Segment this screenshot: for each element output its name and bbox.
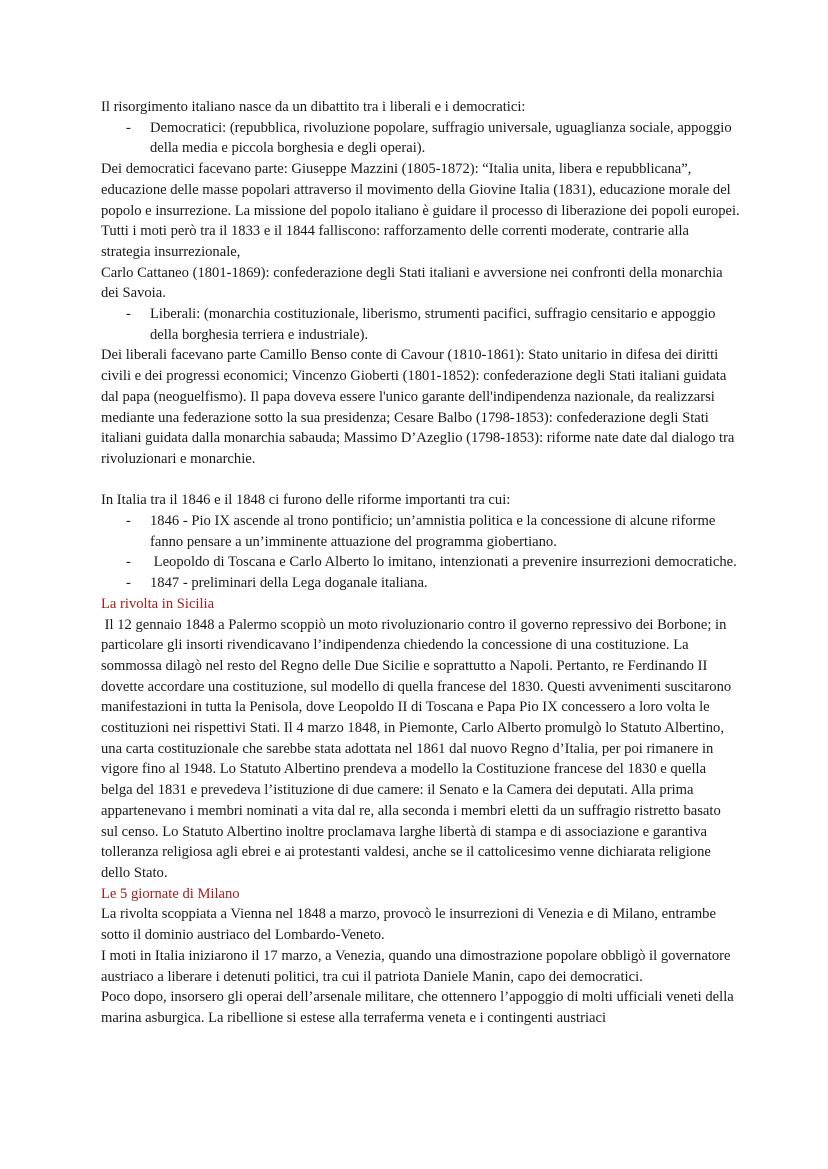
liberali-paragraph: Dei liberali facevano parte Camillo Benso conte di Cavour (1810-1861): Stato unitario in difesa dei diritti civili e dei progressi economici; Vincenzo Gioberti (1801-1852): confederazione degli Stati italiani guidata dal papa (neoguelfismo). Il papa doveva essere l'unico garante dell'indipendenza nazionale, da realizzarsi mediante una federazione sotto la sua presidenza; Cesare Balbo (1798-1853): confederazione degli Stati italiani guidata dalla monarchia sabauda; Massimo D’Azeglio (1798-1853): riforme nate date dal dialogo tra rivoluzionari e monarchie. xyxy=(101,347,735,467)
milano-paragraph-1: La rivolta scoppiata a Vienna nel 1848 a marzo, provocò le insurrezioni di Venezia e di Milano, entrambe sotto il dominio austriaco del Lombardo-Veneto. xyxy=(101,906,716,944)
list-item: - Democratici: (repubblica, rivoluzione popolare, suffragio universale, uguaglianza sociale, appoggio della media e piccola borghesia e degli operai). xyxy=(126,119,732,157)
blank-line xyxy=(101,470,741,491)
document-page xyxy=(101,97,741,1029)
list-item: - Leopoldo di Toscana e Carlo Alberto lo imitano, intenzionati a prevenire insurrezioni democratiche. xyxy=(101,552,741,573)
riforme-list xyxy=(101,511,741,594)
section-heading-sicilia: La rivolta in Sicilia xyxy=(101,595,215,612)
riforme-intro: In Italia tra il 1846 e il 1848 ci furono delle riforme importanti tra cui: xyxy=(101,492,511,509)
sicilia-paragraph: Il 12 gennaio 1848 a Palermo scoppiò un moto rivoluzionario contro il governo repressivo dei Borbone; in particolare gli insorti rivendicavano l’indipendenza chiedendo la concessione di una costituzione. La sommossa dilagò nel resto del Regno delle Due Sicilie e soprattutto a Napoli. Pertanto, re Ferdinando II dovette accordare una costituzione, sul modello di quella francese del 1830. Questi avvenimenti suscitarono manifestazioni in tutta la Penisola, dove Leopoldo II di Toscana e Papa Pio IX concessero a loro volta le costituzioni nei rispettivi Stati. Il 4 marzo 1848, in Piemonte, Carlo Alberto promulgò lo Statuto Albertino, una carta costituzionale che sarebbe stata adottata nel 1861 dal nuovo Regno d’Italia, per poi rimanere in vigore fino al 1948. Lo Statuto Albertino prendeva a modello la Costituzione francese del 1830 e quella belga del 1831 e prevedeva l’istituzione di due camere: il Senato e la Camera dei deputati. Alla prima appartenevano i membri nominati a vita dal re, alla seconda i membri eletti da un suffragio ristretto basato sul censo. Lo Statuto Albertino inoltre proclamava larghe libertà di stampa e di associazione e garantiva tolleranza religiosa agli ebrei e ai protestanti valdesi, anche se il cattolicesimo venne dichiarata religione dello Stato. xyxy=(101,616,735,881)
democratici-paragraph: Dei democratici facevano parte: Giuseppe Mazzini (1805-1872): “Italia unita, libera e repubblicana”, educazione delle masse popolari attraverso il movimento della Giovine Italia (1831), educazione morale del popolo e insurrezione. La missione del popolo italiano è guidare il processo di liberazione dei popoli europei. Tutti i moti però tra il 1833 e il 1844 falliscono: rafforzamento delle correnti moderate, contrarie alla strategia insurrezionale, xyxy=(101,161,740,260)
bullet-dash: - xyxy=(126,554,131,571)
bullet-dash: - xyxy=(126,575,131,592)
intro-paragraph: Il risorgimento italiano nasce da un dibattito tra i liberali e i democratici: xyxy=(101,99,526,115)
democratici-list xyxy=(101,118,741,159)
milano-paragraph-3: Poco dopo, insorsero gli operai dell’arsenale militare, che ottennero l’appoggio di molti ufficiali veneti della marina asburgica. La ribellione si estese alla terraferma veneta e i contingenti austriaci xyxy=(101,989,734,1026)
bullet-dash: - xyxy=(126,513,131,530)
bullet-dash: - xyxy=(126,306,131,323)
list-item: - 1847 - preliminari della Lega doganale italiana. xyxy=(101,573,741,594)
milano-paragraph-2: I moti in Italia iniziarono il 17 marzo, a Venezia, quando una dimostrazione popolare obbligò il governatore austriaco a liberare i detenuti politici, tra cui il patriota Daniele Manin, capo dei democratici. xyxy=(101,947,731,985)
list-item: - 1846 - Pio IX ascende al trono pontificio; un’amnistia politica e la concessione di alcune riforme fanno pensare a un’imminente attuazione del programma giobertiano. xyxy=(126,513,716,550)
section-heading-milano: Le 5 giornate di Milano xyxy=(101,885,240,902)
liberali-list xyxy=(101,304,741,345)
cattaneo-paragraph: Carlo Cattaneo (1801-1869): confederazione degli Stati italiani e avversione nei confronti della monarchia dei Savoia. xyxy=(101,264,723,302)
list-item: - Liberali: (monarchia costituzionale, liberismo, strumenti pacifici, suffragio censitario e appoggio della borghesia terriera e industriale). xyxy=(126,306,716,343)
bullet-dash: - xyxy=(126,119,131,136)
